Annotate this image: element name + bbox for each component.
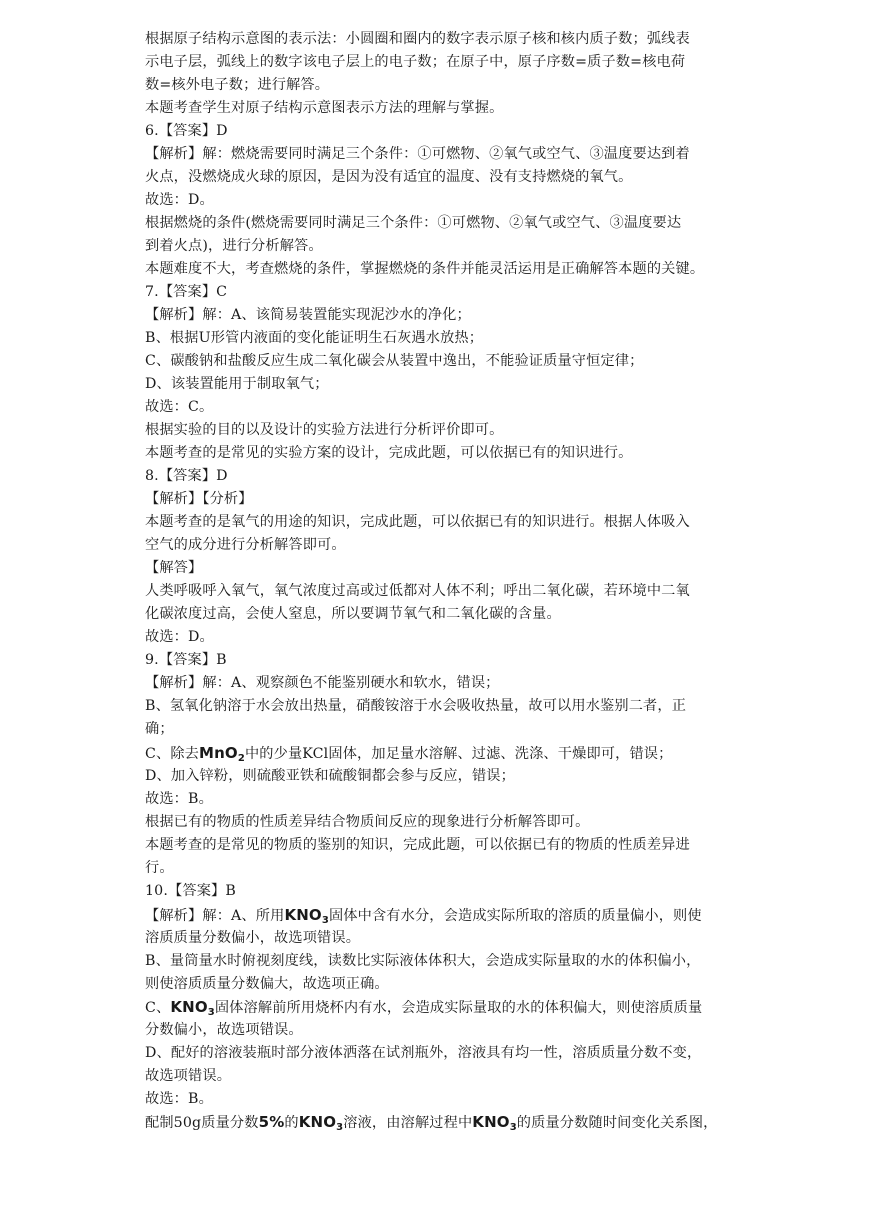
text-fragment: 的质量分数随时间变化关系图， bbox=[516, 1115, 718, 1131]
chem-formula bbox=[170, 998, 215, 1016]
text-fragment: 的 bbox=[284, 1115, 299, 1131]
text-line: 人类呼吸呼入氧气，氧气浓度过高或过低都对人体不利；呼出二氧化碳，若环境中二氧 bbox=[145, 583, 690, 599]
chem-formula-text: MnO bbox=[199, 744, 238, 762]
text-line: D、配好的溶液装瓶时部分液体洒落在试剂瓶外，溶液具有均一性，溶质质量分数不变， bbox=[145, 1045, 702, 1061]
text-line: 【解析】【分析】 bbox=[145, 491, 253, 507]
text-line: 【解析】解：A、观察颜色不能鉴别硬水和软水，错误； bbox=[145, 675, 500, 691]
text-line: D、加入锌粉，则硫酸亚铁和硫酸铜都会参与反应，错误； bbox=[145, 768, 515, 784]
chem-subscript: 2 bbox=[237, 753, 245, 764]
text-line: 行。 bbox=[145, 860, 174, 876]
text-line: 本题考查的是氧气的用途的知识，完成此题，可以依据已有的知识进行。根据人体吸入 bbox=[145, 514, 690, 530]
text-line: 故选：D。 bbox=[145, 629, 214, 645]
text-line: 故选项错误。 bbox=[145, 1068, 232, 1084]
text-line: 空气的成分进行分析解答即可。 bbox=[145, 537, 346, 553]
percent-value: 5% bbox=[258, 1113, 285, 1131]
text-line: 【解答】 bbox=[145, 560, 203, 576]
answer-heading: 6.【答案】D bbox=[145, 123, 228, 139]
chem-subscript: 3 bbox=[321, 915, 329, 926]
answer-heading: 7.【答案】C bbox=[145, 284, 228, 300]
text-line-formula bbox=[145, 744, 672, 763]
text-line-formula bbox=[145, 998, 702, 1017]
text-line: 化碳浓度过高，会使人窒息，所以要调节氧气和二氧化碳的含量。 bbox=[145, 606, 561, 622]
chem-formula bbox=[284, 906, 329, 924]
text-fragment: 固体中含有水分，会造成实际所取的溶质的质量偏小，则使 bbox=[328, 908, 702, 924]
text-line: 故选：B。 bbox=[145, 1091, 213, 1107]
text-fragment: 溶液，由溶解过程中 bbox=[343, 1115, 473, 1131]
text-line-formula bbox=[145, 1113, 718, 1132]
text-line: C、碳酸钠和盐酸反应生成二氧化碳会从装置中逸出，不能验证质量守恒定律； bbox=[145, 353, 644, 369]
chem-formula-text: KNO bbox=[298, 1113, 337, 1131]
text-line: 根据燃烧的条件(燃烧需要同时满足三个条件：①可燃物、②氧气或空气、③温度要达 bbox=[145, 215, 682, 231]
text-line: 到着火点)，进行分析解答。 bbox=[145, 238, 323, 254]
text-fragment: 固体溶解前所用烧杯内有水，会造成实际量取的水的体积偏大，则使溶质质量 bbox=[214, 1000, 703, 1016]
text-line: 根据实验的目的以及设计的实验方法进行分析评价即可。 bbox=[145, 422, 504, 438]
text-line: B、量筒量水时俯视刻度线，读数比实际液体体积大，会造成实际量取的水的体积偏小， bbox=[145, 953, 701, 969]
text-line: 示电子层，弧线上的数字该电子层上的电子数；在原子中，原子序数=质子数=核电荷 bbox=[145, 54, 686, 70]
text-line: 本题考查的是常见的实验方案的设计，完成此题，可以依据已有的知识进行。 bbox=[145, 445, 633, 461]
text-line: 则使溶质质量分数偏大，故选项正确。 bbox=[145, 976, 389, 992]
chem-formula bbox=[299, 1113, 344, 1131]
text-fragment: 【解析】解：A、所用 bbox=[145, 908, 285, 924]
text-line: 确； bbox=[145, 721, 174, 737]
text-line: 故选：B。 bbox=[145, 791, 213, 807]
chem-subscript: 3 bbox=[336, 1122, 344, 1133]
text-line: 本题考查的是常见的物质的鉴别的知识，完成此题，可以依据已有的物质的性质差异进 bbox=[145, 837, 690, 853]
text-line: D、该装置能用于制取氧气； bbox=[145, 376, 329, 392]
answer-heading: 10.【答案】B bbox=[145, 883, 236, 899]
chem-formula-text: KNO bbox=[284, 906, 322, 924]
text-line: B、氢氧化钠溶于水会放出热量，硝酸铵溶于水会吸收热量，故可以用水鉴别二者，正 bbox=[145, 698, 687, 714]
text-line: 故选：D。 bbox=[145, 192, 214, 208]
text-line: 根据已有的物质的性质差异结合物质间反应的现象进行分析解答即可。 bbox=[145, 814, 590, 830]
text-fragment: 配制50g质量分数 bbox=[145, 1115, 259, 1131]
chem-subscript: 3 bbox=[509, 1122, 517, 1133]
text-line: 故选：C。 bbox=[145, 399, 214, 415]
text-line: 根据原子结构示意图的表示法：小圆圈和圈内的数字表示原子核和核内质子数；弧线表 bbox=[145, 31, 690, 47]
text-line: B、根据U形管内液面的变化能证明生石灰遇水放热； bbox=[145, 330, 484, 346]
chem-subscript: 3 bbox=[207, 1007, 215, 1018]
text-line: 【解析】解：燃烧需要同时满足三个条件：①可燃物、②氧气或空气、③温度要达到着 bbox=[145, 146, 690, 162]
text-line: 溶质质量分数偏小，故选项错误。 bbox=[145, 930, 361, 946]
text-fragment: C、 bbox=[145, 1000, 171, 1016]
chem-formula bbox=[199, 744, 245, 762]
text-fragment: C、除去 bbox=[145, 746, 200, 762]
text-line: 数=核外电子数；进行解答。 bbox=[145, 77, 330, 93]
text-line: 火点，没燃烧成火球的原因，是因为没有适宜的温度、没有支持燃烧的氧气。 bbox=[145, 169, 633, 185]
text-fragment: 中的少量KCl固体，加足量水溶解、过滤、洗涤、干燥即可，错误； bbox=[244, 746, 673, 762]
text-line: 分数偏小，故选项错误。 bbox=[145, 1022, 303, 1038]
chem-formula-text: KNO bbox=[472, 1113, 510, 1131]
chem-formula-text: KNO bbox=[170, 998, 208, 1016]
text-line: 【解析】解：A、该简易装置能实现泥沙水的净化； bbox=[145, 307, 471, 323]
text-line: 本题难度不大，考查燃烧的条件，掌握燃烧的条件并能灵活运用是正确解答本题的关键。 bbox=[145, 261, 705, 277]
chem-formula bbox=[472, 1113, 517, 1131]
text-line: 本题考查学生对原子结构示意图表示方法的理解与掌握。 bbox=[145, 100, 504, 116]
answer-heading: 9.【答案】B bbox=[145, 652, 227, 668]
text-line-formula bbox=[145, 906, 702, 925]
answer-heading: 8.【答案】D bbox=[145, 468, 228, 484]
